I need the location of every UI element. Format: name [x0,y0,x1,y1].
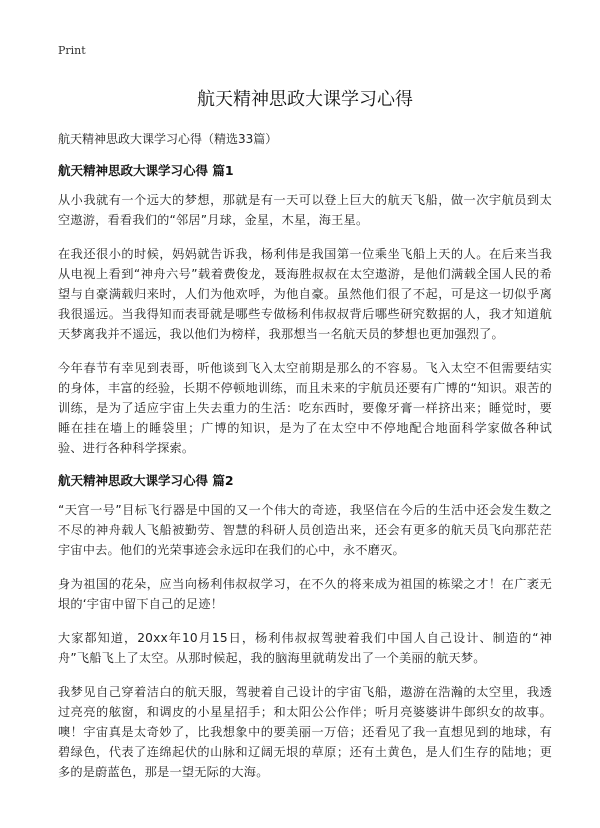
section-1 [58,162,552,458]
section-heading: 航天精神思政大课学习心得 篇2 [58,473,234,488]
paragraph: 从小我就有一个远大的梦想，那就是有一天可以登上巨大的航天飞船，做一次宇航员到太空遨游，看看我们的“邻居”月球，金星，木星，海王星。 [58,193,552,227]
paragraph: “天宫一号”目标飞行器是中国的又一个伟大的奇迹，我坚信在今后的生活中还会发生数之不尽的神舟载人飞船被勤劳、智慧的科研人员创造出来，还会有更多的航天员飞向那茫茫宇宙中去。他们的光荣事迹会永远印在我们的心中，永不磨灭。 [58,503,552,557]
document-title: 航天精神思政大课学习心得 [197,89,413,110]
paragraph: 我梦见自己穿着洁白的航天服，驾驶着自己设计的宇宙飞船，遨游在浩瀚的太空里，我透过亮亮的舷窗，和调皮的小星星招手；和太阳公公作伴；听月亮婆婆讲牛郎织女的故事。噢！宇宙真是太奇妙了，比我想象中的要美丽一万倍；还看见了我一直想见到的地球，有碧绿色，代表了连绵起伏的山脉和辽阔无垠的草原；还有土黄色，是人们生存的陆地；更多的是蔚蓝色，那是一望无际的大海。 [58,685,552,779]
section-2 [58,472,552,782]
paragraph: 今年春节有幸见到表哥，听他谈到飞入太空前期是那么的不容易。飞入太空不但需要结实的身体，丰富的经验，长期不停顿地训练，而且未来的宇航员还要有广博的“知识。艰苦的训练，是为了适应宇宙上失去重力的生活：吃东西时，要像牙膏一样挤出来；睡觉时，要睡在挂在墙上的睡袋里；广博的知识，是为了在太空中不停地配合地面科学家做各种试验、进行各种科学探索。 [58,361,552,455]
paragraph: 在我还很小的时候，妈妈就告诉我，杨利伟是我国第一位乘坐飞船上天的人。在后来当我从电视上看到“神舟六号”载着费俊龙，聂海胜叔叔在太空遨游，是他们满载全国人民的希望与自豪满载归来时，人们为他欢呼，为他自豪。虽然他们很了不起，可是这一切似乎离我很遥远。当我得知而表哥就是哪些专做杨利伟叔叔背后哪些研究数据的人，我才知道航天梦离我并不遥远，我以他们为榜样，我那想当一名航天员的梦想也更加强烈了。 [58,247,552,341]
print-link[interactable]: Print [58,44,86,57]
document-subtitle: 航天精神思政大课学习心得（精选33篇） [58,132,278,146]
section-heading: 航天精神思政大课学习心得 篇1 [58,163,234,178]
paragraph: 大家都知道，20xx年10月15日，杨利伟叔叔驾驶着我们中国人自己设计、制造的“神舟”飞船飞上了太空。从那时候起，我的脑海里就萌发出了一个美丽的航天梦。 [58,631,552,665]
paragraph: 身为祖国的花朵，应当向杨利伟叔叔学习，在不久的将来成为祖国的栋梁之才！在广袤无垠的‘宇宙中留下自己的足迹！ [58,577,552,611]
